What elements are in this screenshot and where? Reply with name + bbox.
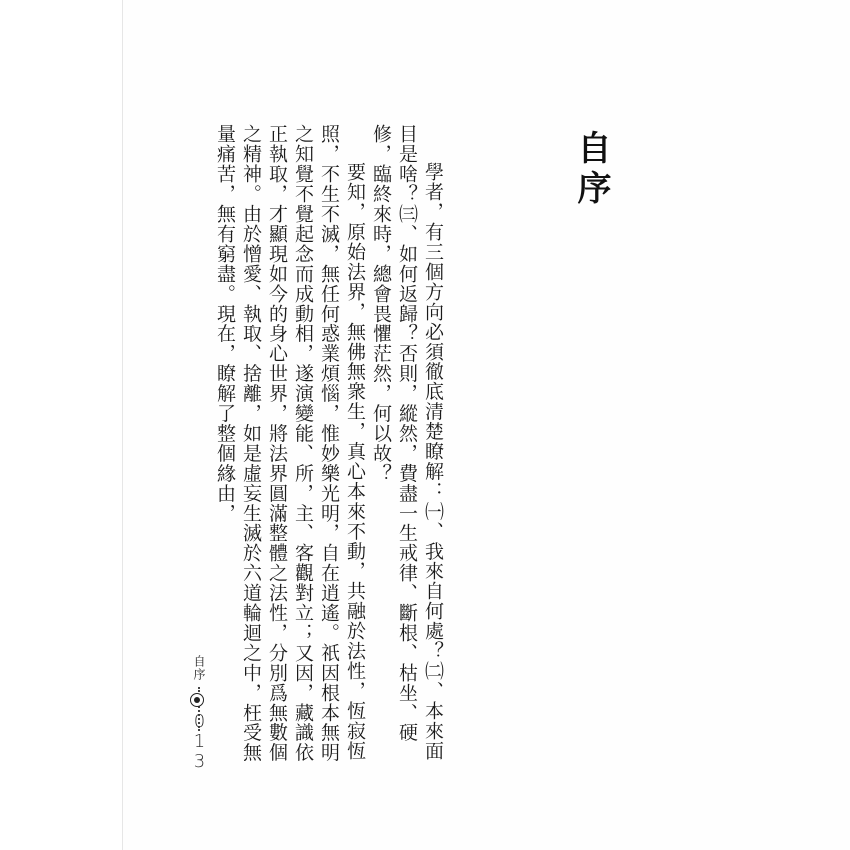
paragraph-2: 要知，原始法界，無佛無衆生，真心本來不動，共融於法性，恆寂恆照，不生不滅，無任何惑業煩惱，惟妙樂光明，自在逍遙。祇因根本無明之知覺不覺起念而成動相，遂演變能、所，主、客觀對立；又因，藏識依正執取，才顯現如今的身心世界，將法界圓滿整體之法性，分別爲無數個之精神。由於憎愛、執取、捨離，如是虛妄生滅於六道輪迴之中，枉受無量痛苦，無有窮盡。現在，瞭解了整個緣由， — [214, 124, 366, 763]
page-folio — [187, 655, 213, 771]
folio-section-label: 自序 — [192, 655, 206, 681]
page-title: 自序 — [571, 130, 611, 210]
paragraph-1: 學者，有三個方向必須徹底清楚瞭解：㈠、我來自何處？㈡、本來面目是啥？㈢、如何返歸？否則，縱然，費盡一生戒律、斷根、枯坐、硬修，臨終來時，總會畏懼茫然，何以故？ — [370, 124, 444, 761]
body-text — [214, 124, 446, 764]
page-number: 013 — [189, 711, 210, 771]
folio-bullet-icon — [190, 693, 204, 707]
